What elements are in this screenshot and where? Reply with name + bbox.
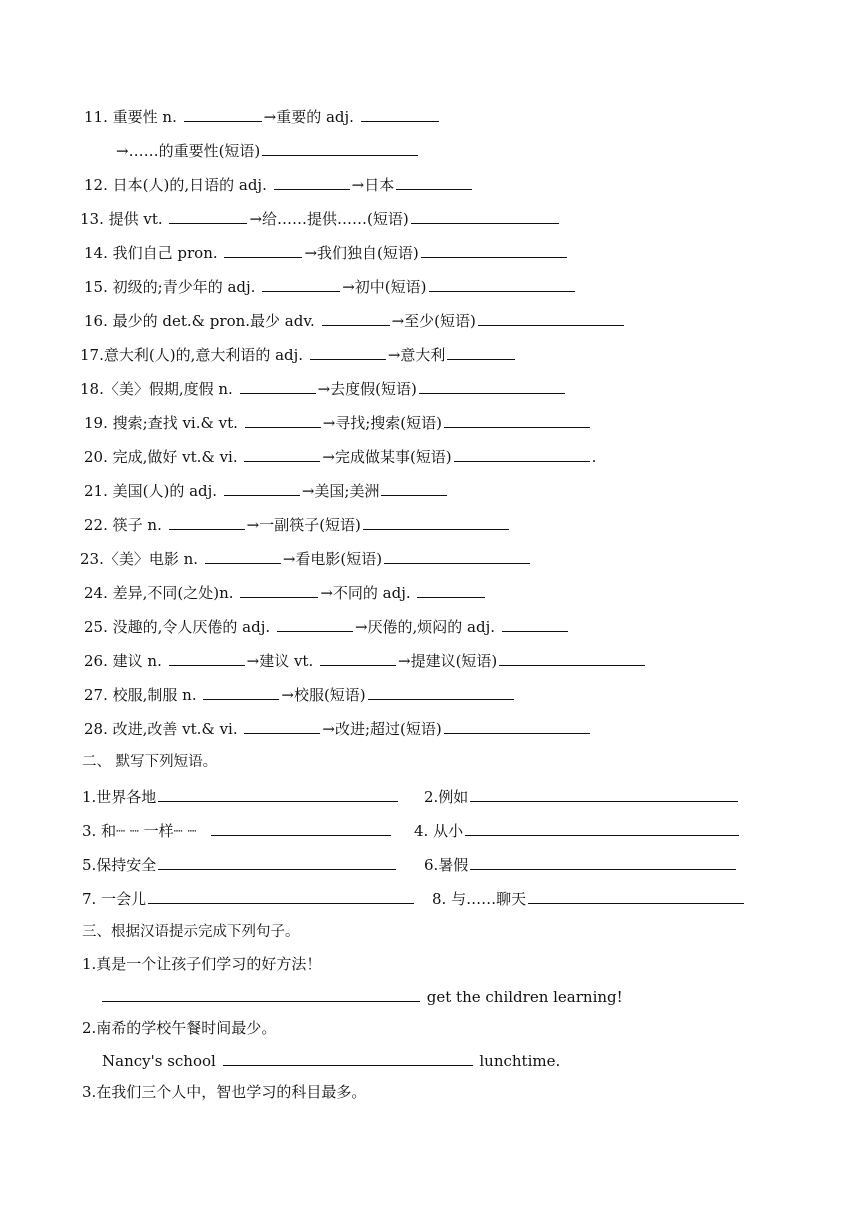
sentence-q3: 3.在我们三个人中，智也学习的科目最多。 <box>82 1083 367 1101</box>
answer-blank[interactable] <box>240 378 316 394</box>
phrase-row-8: 8. 与……聊天 <box>432 888 746 908</box>
answer-blank[interactable] <box>381 480 447 496</box>
vocab-row-16: 16. 最少的 det.& pron.最少 adv. →至少(短语) <box>84 310 626 330</box>
answer-blank[interactable] <box>368 684 514 700</box>
answer-blank[interactable] <box>277 616 353 632</box>
answer-blank[interactable] <box>470 854 736 870</box>
answer-blank[interactable] <box>322 310 390 326</box>
answer-blank[interactable] <box>240 582 318 598</box>
answer-blank[interactable] <box>444 412 590 428</box>
vocab-row-26: 26. 建议 n. →建议 vt. →提建议(短语) <box>84 650 647 670</box>
answer-blank[interactable] <box>203 684 279 700</box>
answer-blank[interactable] <box>224 480 300 496</box>
answer-blank[interactable] <box>429 276 575 292</box>
phrase-row-5: 5.保持安全 <box>82 854 398 874</box>
answer-blank[interactable] <box>184 106 262 122</box>
answer-blank[interactable] <box>384 548 530 564</box>
sentence-q2: 2.南希的学校午餐时间最少。 <box>82 1019 277 1037</box>
vocab-row-27: 27. 校服,制服 n. →校服(短语) <box>84 684 516 704</box>
answer-blank[interactable] <box>320 650 396 666</box>
answer-blank[interactable] <box>478 310 624 326</box>
sentence-q2-answer: Nancy's school lunchtime. <box>102 1052 561 1070</box>
answer-blank[interactable] <box>454 446 590 462</box>
phrase-row-4: 4. 从小 <box>414 820 741 840</box>
vocab-row-23: 23.〈美〉电影 n. →看电影(短语) <box>80 548 532 568</box>
vocab-row-11: 11. 重要性 n. →重要的 adj. <box>84 106 441 126</box>
vocab-row-20: 20. 完成,做好 vt.& vi. →完成做某事(短语) . <box>84 448 597 466</box>
answer-blank[interactable] <box>396 174 472 190</box>
sentence-q1: 1.真是一个让孩子们学习的好方法！ <box>82 955 322 973</box>
answer-blank[interactable] <box>363 514 509 530</box>
vocab-row-25: 25. 没趣的,令人厌倦的 adj. →厌倦的,烦闷的 adj. <box>84 616 570 636</box>
vocab-row-24: 24. 差异,不同(之处)n. →不同的 adj. <box>84 582 487 602</box>
answer-blank[interactable] <box>502 616 568 632</box>
vocab-row-18: 18.〈美〉假期,度假 n. →去度假(短语) <box>80 378 567 398</box>
vocab-row-19: 19. 搜索;查找 vi.& vt. →寻找;搜索(短语) <box>84 412 592 432</box>
answer-blank[interactable] <box>169 514 245 530</box>
answer-blank[interactable] <box>205 548 281 564</box>
answer-blank[interactable] <box>528 888 744 904</box>
vocab-row-22: 22. 筷子 n. →一副筷子(短语) <box>84 514 511 534</box>
answer-blank[interactable] <box>447 344 515 360</box>
answer-blank[interactable] <box>169 650 245 666</box>
vocab-row-11-phrase: →……的重要性(短语) <box>116 140 420 160</box>
answer-blank[interactable] <box>244 446 320 462</box>
answer-blank[interactable] <box>169 208 247 224</box>
section-2-title: 二、 默写下列短语。 <box>82 754 218 770</box>
answer-blank[interactable] <box>148 888 414 904</box>
sentence-q1-answer: get the children learning! <box>102 986 623 1006</box>
answer-blank[interactable] <box>470 786 738 802</box>
answer-blank[interactable] <box>444 718 590 734</box>
vocab-row-17: 17.意大利(人)的,意大利语的 adj. →意大利 <box>80 344 517 364</box>
phrase-row-7: 7. 一会儿 <box>82 888 416 908</box>
vocab-row-15: 15. 初级的;青少年的 adj. →初中(短语) <box>84 276 577 296</box>
answer-blank[interactable] <box>310 344 386 360</box>
answer-blank[interactable] <box>244 718 320 734</box>
vocab-row-13: 13. 提供 vt. →给……提供……(短语) <box>80 208 561 228</box>
answer-blank[interactable] <box>417 582 485 598</box>
section-3-title: 三、根据汉语提示完成下列句子。 <box>82 924 300 940</box>
answer-blank[interactable] <box>421 242 567 258</box>
answer-blank[interactable] <box>224 242 302 258</box>
vocab-row-14: 14. 我们自己 pron. →我们独自(短语) <box>84 242 569 262</box>
answer-blank[interactable] <box>361 106 439 122</box>
phrase-row-1: 1.世界各地 <box>82 786 400 806</box>
vocab-row-12: 12. 日本(人)的,日语的 adj. →日本 <box>84 174 474 194</box>
phrase-row-6: 6.暑假 <box>424 854 738 874</box>
answer-blank[interactable] <box>499 650 645 666</box>
vocab-row-28: 28. 改进,改善 vt.& vi. →改进;超过(短语) <box>84 718 592 738</box>
answer-blank[interactable] <box>245 412 321 428</box>
answer-blank[interactable] <box>102 986 420 1002</box>
phrase-row-3: 3. 和┈ ┈ 一样┈ ┈ <box>82 820 393 840</box>
answer-blank[interactable] <box>274 174 350 190</box>
phrase-row-2: 2.例如 <box>424 786 740 806</box>
answer-blank[interactable] <box>419 378 565 394</box>
answer-blank[interactable] <box>262 276 340 292</box>
answer-blank[interactable] <box>158 786 398 802</box>
answer-blank[interactable] <box>158 854 396 870</box>
vocab-row-21: 21. 美国(人)的 adj. →美国;美洲 <box>84 480 449 500</box>
answer-blank[interactable] <box>411 208 559 224</box>
answer-blank[interactable] <box>465 820 739 836</box>
answer-blank[interactable] <box>211 820 391 836</box>
answer-blank[interactable] <box>223 1050 473 1066</box>
answer-blank[interactable] <box>262 140 418 156</box>
